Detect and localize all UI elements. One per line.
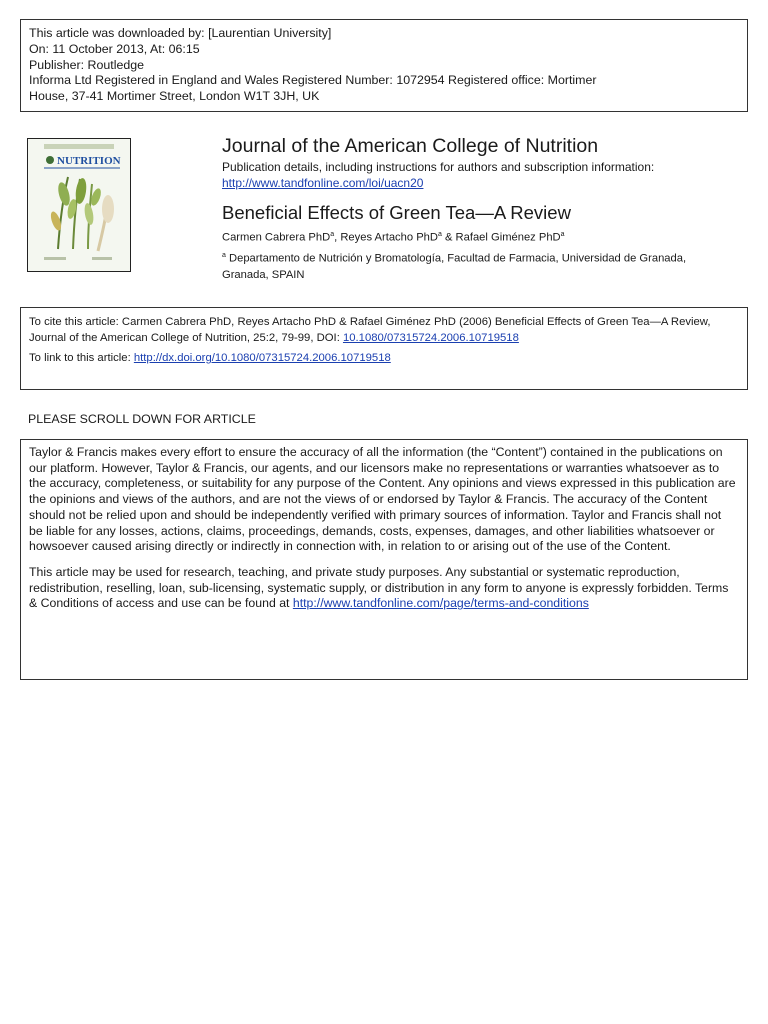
publisher-line: Publisher: Routledge [29, 57, 145, 72]
registration-line: Informa Ltd Registered in England and Wales Registered Number: 1072954 Registered office: Mortimer [29, 73, 597, 88]
terms-link[interactable]: http://www.tandfonline.com/page/terms-and-conditions [292, 596, 589, 611]
affiliation-marker: a [560, 231, 565, 238]
citation-box [20, 307, 748, 390]
citation-text: To cite this article: Carmen Cabrera PhD, Reyes Artacho PhD & Rafael Giménez PhD (2006) Beneficial Effects of Green Tea—A Review, Journal of the American College of Nutrition, 25:2, 79-99, DOI: [29, 316, 711, 344]
article-link-row [29, 351, 747, 367]
affiliation-marker: a [437, 231, 442, 238]
citation-paragraph [29, 315, 747, 346]
download-source-line: This article was downloaded by: [Laurentian University] [29, 26, 332, 40]
disclaimer-box [20, 439, 748, 680]
affiliation-marker: a [330, 231, 335, 238]
affiliation-text: Departamento de Nutrición y Bromatología, Facultad de Farmacia, Universidad de Granada, Granada, SPAIN [222, 252, 687, 282]
download-notice-box [20, 19, 748, 112]
cover-illustration [28, 139, 130, 271]
download-date-line: On: 11 October 2013, At: 06:15 [29, 41, 200, 56]
usage-text: This article may be used for research, teaching, and private study purposes. Any substantial or systematic reproduction, redistribution, reselling, loan, sub-licensing, systematic supply, or distribution in any form to anyone is expressly forbidden. Terms & Conditions of access and use can be found at [29, 564, 729, 611]
author-name: , Reyes Artacho PhD [334, 231, 438, 244]
journal-title: Journal of the American College of Nutrition [222, 135, 599, 157]
article-link[interactable]: http://dx.doi.org/10.1080/07315724.2006.10719518 [133, 352, 391, 364]
publication-details-text: Publication details, including instructions for authors and subscription information: [222, 160, 655, 174]
journal-url-link[interactable]: http://www.tandfonline.com/loi/uacn20 [222, 175, 424, 190]
address-line: House, 37-41 Mortimer Street, London W1T 3JH, UK [29, 89, 320, 104]
disclaimer-paragraph: Taylor & Francis makes every effort to ensure the accuracy of all the information (the “Content”) contained in the publications on our platform. However, Taylor & Francis, our agents, and our licensors make no representations or warranties whatsoever as to the accuracy, completeness, or suitability for any purpose of the Content. Any opinions and views expressed in this publication are the opinions and views of the authors, and are not the views of or endorsed by Taylor & Francis. The accuracy of the Content should not be relied upon and should be independently verified with primary sources of information. Taylor and Francis shall not be liable for any losses, actions, claims, proceedings, demands, costs, expenses, damages, and other liabilities whatsoever or howsoever caused arising directly or indirectly in connection with, in relation to or arising out of the use of the Content. [29, 445, 736, 554]
author-list [222, 231, 565, 244]
affiliation [222, 248, 722, 284]
cover-masthead: NUTRITION [57, 155, 121, 167]
publication-details [222, 160, 654, 191]
article-title: Beneficial Effects of Green Tea—A Review [222, 202, 571, 223]
usage-paragraph [29, 565, 737, 612]
doi-link[interactable]: 10.1080/07315724.2006.10719518 [342, 331, 519, 344]
article-link-label: To link to this article: [29, 352, 134, 364]
author-name: & Rafael Giménez PhD [441, 231, 561, 244]
journal-cover-image[interactable] [27, 138, 131, 272]
author-name: Carmen Cabrera PhD [222, 231, 331, 244]
scroll-notice: PLEASE SCROLL DOWN FOR ARTICLE [28, 412, 256, 426]
affiliation-marker: a [222, 252, 226, 259]
